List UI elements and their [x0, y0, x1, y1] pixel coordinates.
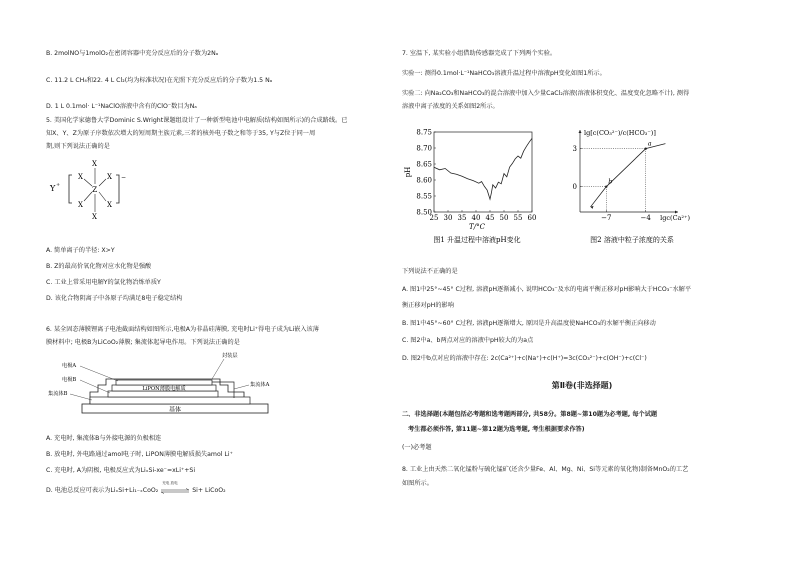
q4-option-b: B. 2molNO与1molO₂在密闭容器中充分反应后的分子数为2Nₐ — [46, 50, 219, 57]
collector-b-label: 集流体B — [48, 391, 68, 397]
q6-option-d — [46, 481, 226, 495]
chart1-xtick-label: 30 — [443, 214, 453, 222]
q6-stem-line1: 6. 某全固态薄膜锂离子电池截面结构如图所示,电极A为非晶硅薄膜, 充电时Li⁺得电子成为Li嵌入该薄 — [46, 326, 319, 333]
q7-prompt: 下列说法不正确的是 — [402, 268, 458, 275]
struct-charge: − — [121, 174, 127, 181]
q7-option-c: C. 图2中a、b两点对应的溶液中pH较大的为a点 — [402, 337, 534, 344]
chart2-ylabel: lg[c(CO₃²⁻)/c(HCO₃⁻)] — [584, 129, 656, 137]
section2-title: 第Ⅱ卷(非选择题) — [551, 381, 613, 390]
chart1-series-line — [434, 138, 532, 199]
q6-option-d-prefix: D. 电池总反应可表示为LiₓSi+Li₁₋ₓCoO₂ — [46, 487, 159, 494]
section2-desc-line2: 考生都必须作答, 第11题~第12题为选考题, 考生根据要求作答) — [408, 426, 585, 433]
chart2-point-b — [605, 185, 607, 187]
chart1-ytick-label: 8.60 — [416, 176, 432, 185]
chart1-title: 图1 升温过程中溶液pH变化 — [433, 236, 521, 244]
chart2-title: 图2 溶液中粒子浓度的关系 — [590, 236, 674, 244]
q6-option-d-suffix: Si+ LiCoO₂ — [192, 487, 226, 494]
struct-x-bottom: X — [92, 213, 97, 221]
section2-desc-line1: 二、非选择题(本题包括必考题和选考题两部分, 共58分。第8题~第10题为必考题, 每个试题 — [402, 411, 658, 418]
struct-left-bracket — [69, 175, 72, 203]
required-section-title: (一)必考题 — [402, 444, 432, 451]
electrode-a-label: 电极A — [62, 363, 77, 369]
chart-ph-vs-temperature — [404, 126, 554, 248]
q7-stem-line2: 实验一: 测得0.1mol·L⁻¹NaHCO₃溶液升温过程中溶液pH变化如图1所示。 — [402, 70, 606, 77]
q7-option-a-line1: A. 图1中25°~45° C过程, 溶液pH逐渐减小, 说明HCO₃⁻及水的电离平衡正移对pH影响大于HCO₃⁻水解平 — [402, 286, 692, 293]
electrode-a-layer — [116, 380, 212, 385]
chart2-xlabel: lgc(Ca²⁺) — [660, 214, 690, 222]
chart2-ytick-label: 3 — [572, 145, 577, 154]
q5-option-a: A. 简单离子的半径: X>Y — [46, 247, 115, 254]
chart2-series-line — [591, 144, 666, 207]
substrate-label: 基体 — [168, 406, 182, 414]
q6-option-c: C. 充电时, A为阴极, 电极反应式为LiₓSi-xe⁻=xLi⁺+Si — [46, 467, 196, 474]
chart2-point-label-b: b — [608, 177, 613, 186]
q6-battery-figure — [46, 349, 296, 419]
q7-option-b: B. 图1中45°~60° C过程, 溶液pH逐渐增大, 原因是升高温度使NaHCO₃的水解平衡正向移动 — [402, 320, 656, 327]
chart1-xlabel: T/°C — [469, 223, 485, 231]
chart2-point-a — [645, 147, 647, 149]
chart2-ytick-label: 0 — [572, 183, 577, 192]
chart1-xtick-label: 45 — [485, 214, 495, 222]
electrode-b-label: 电极B — [62, 377, 77, 383]
struct-y-charge: + — [56, 182, 61, 188]
collector-a-label: 集流体A — [250, 382, 270, 388]
struct-y: Y — [50, 184, 56, 193]
q5-option-d: D. 该化合物阴离子中各原子均满足8电子稳定结构 — [46, 295, 183, 302]
chart1-ytick-label: 8.55 — [416, 192, 432, 201]
chart2-xtick-label: −7 — [601, 214, 612, 222]
chart2-point-label-a: a — [647, 139, 652, 148]
q6-arrow-label: 充电 放电 — [162, 481, 178, 485]
chart2-y-arrow — [579, 130, 582, 133]
struct-x-ur: X — [107, 173, 112, 181]
q5-stem-line1: 5. 美国化学家德鲁大学Dominic S.Wright课题组设计了一种新型电池中电解质(结构如图所示)的合成路线。已 — [46, 117, 348, 124]
chart1-frame — [434, 132, 532, 212]
collector-b-layer — [90, 397, 250, 404]
chart1-xtick-label: 55 — [513, 214, 523, 222]
struct-x-top: X — [92, 160, 97, 168]
chart1-ytick-label: 8.65 — [416, 160, 432, 169]
chart1-ytick-label: 8.50 — [416, 208, 432, 217]
chart1-ytick-label: 8.75 — [416, 128, 432, 137]
q7-option-d: D. 图2中b点对应的溶液中存在: 2c(Ca²⁺)+c(Na⁺)+c(H⁺)=3c(CO₃²⁻)+c(OH⁻)+c(Cl⁻) — [402, 355, 647, 362]
struct-x-ll: X — [78, 201, 83, 209]
lipon-label: LiPON薄膜电解质 — [142, 386, 186, 392]
chart1-ytick-label: 8.70 — [416, 144, 432, 153]
q8-stem-line1: 8. 工业上由天然二氧化锰粉与硫化锰矿(还含少量Fe、Al、Mg、Ni、Si等元素的氧化物)制备MnO₂的工艺 — [402, 466, 689, 473]
q5-structure-figure — [46, 155, 166, 225]
q8-stem-line2: 如图所示。 — [402, 480, 433, 487]
chart1-xtick-label: 35 — [457, 214, 467, 222]
q4-option-d: D. 1 L 0.1mol· L⁻¹NaClO溶液中含有的ClO⁻数目为Nₐ — [46, 103, 197, 110]
struct-x-lr: X — [107, 201, 112, 209]
chart2-xtick-label: −4 — [640, 214, 651, 222]
q7-stem-line3: 实验二: 向Na₂CO₃和NaHCO₃的混合溶液中加入少量CaCl₂溶液(溶液体积变化、温度变化忽略不计), 测得 — [402, 90, 690, 97]
q6-option-a: A. 充电时, 集流体B与外接电源的负极相连 — [46, 435, 162, 442]
chart1-xtick-label: 50 — [499, 214, 509, 222]
q6-option-b: B. 放电时, 外电路通过amol电子时, LiPON薄膜电解质损失amol Li⁺ — [46, 451, 233, 458]
chart1-ylabel: pH — [404, 166, 412, 178]
q5-stem-line3: 期,则下列说法正确的是 — [46, 143, 110, 150]
seal-label: 封装层 — [222, 353, 238, 359]
chart1-xtick-label: 25 — [429, 214, 439, 222]
q7-stem-line1: 7. 室温下, 某实验小组借助传感器完成了下列两个实验。 — [402, 50, 557, 57]
struct-x-ul: X — [78, 173, 83, 181]
q6-reaction-arrow — [160, 481, 190, 494]
q5-option-b: B. Z的最高价氧化物对应水化物是强酸 — [46, 263, 152, 270]
struct-right-bracket — [116, 175, 119, 203]
struct-z: Z — [92, 185, 98, 194]
chart-ion-concentration — [560, 126, 690, 248]
q5-stem-line2: 知X、Y、Z为原子序数依次增大的短周期主族元素,三者的核外电子数之和等于35, Y与Z位于同一周 — [46, 130, 316, 137]
q6-stem-line2: 膜材料中; 电极B为LiCoO₂薄膜; 集流体起导电作用。下列说法正确的是 — [46, 339, 240, 346]
q7-stem-line4: 溶液中离子浓度的关系如图2所示。 — [402, 103, 499, 110]
q5-option-c: C. 工业上常采用电解Y的氯化物冶炼单质Y — [46, 279, 161, 286]
chart1-xtick-label: 40 — [471, 214, 481, 222]
q4-option-c: C. 11.2 L CH₄和22. 4 L Cl₂(均为标准状况)在光照下充分反应后的分子数为1.5 Nₐ — [46, 77, 273, 84]
chart1-xtick-label: 60 — [527, 214, 537, 222]
q7-option-a-line2: 衡正移对pH的影响 — [402, 302, 454, 309]
